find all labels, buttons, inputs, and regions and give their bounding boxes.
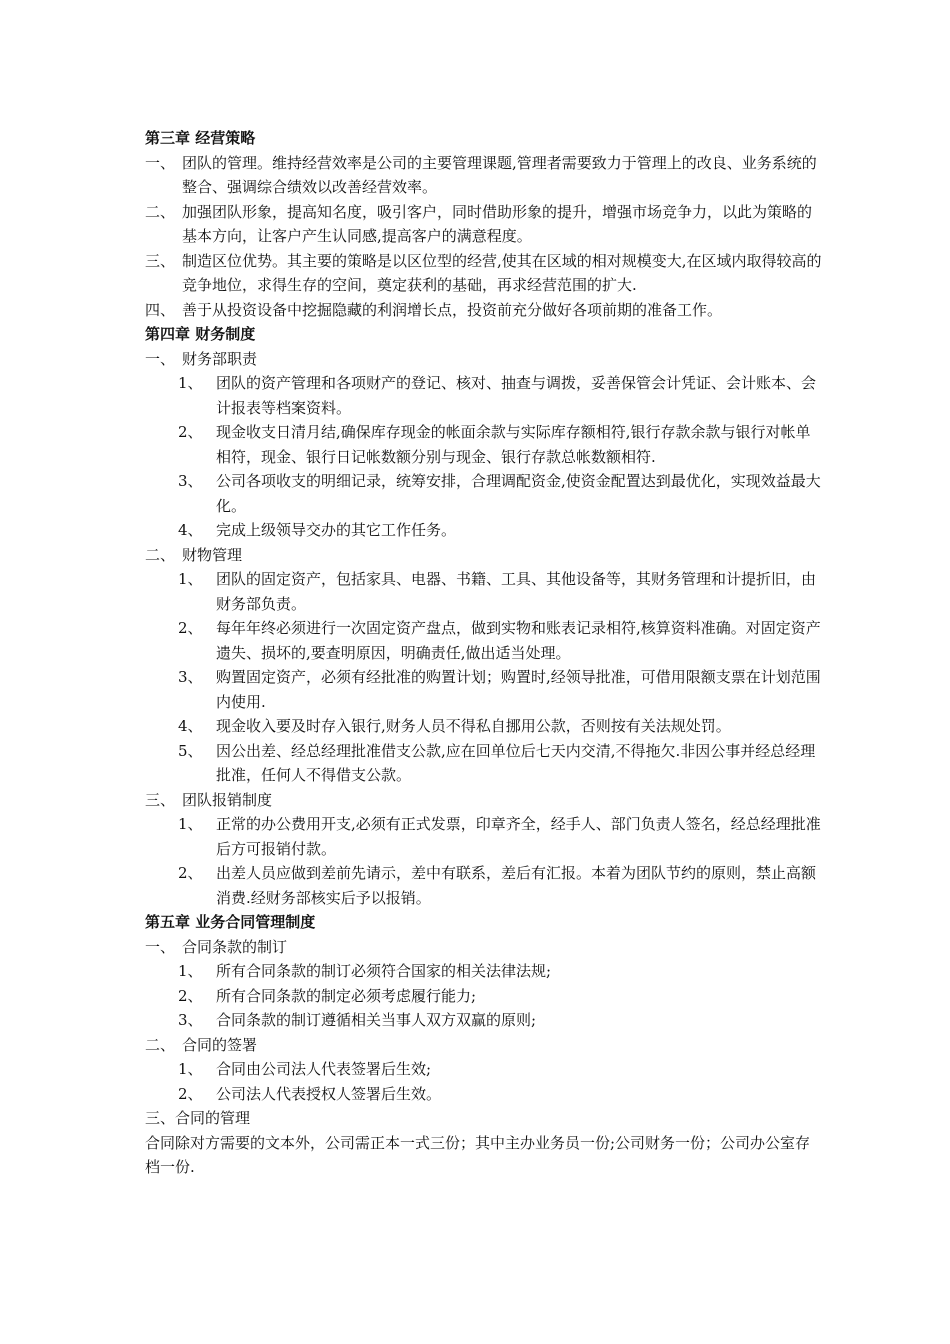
- list-item: 4、 完成上级领导交办的其它工作任务。: [178, 521, 457, 539]
- list-item: 1、 合同由公司法人代表签署后生效;: [178, 1060, 432, 1078]
- paragraph: 合同除对方需要的文本外，公司需正本一式三份；其中主办业务员一份;公司财务一份；公司办公室存档一份.: [145, 1133, 811, 1176]
- list-item: 四、 善于从投资设备中挖掘隐藏的利润增长点，投资前充分做好各项前期的准备工作。: [145, 300, 723, 319]
- list-item: 三、 制造区位优势。其主要的策略是以区位型的经营,使其在区域的相对规模变大,在区域内取得较高的竞争地位，求得生存的空间，奠定获利的基础，再求经营范围的扩大.: [145, 251, 822, 294]
- list-item: 1、 所有合同条款的制订必须符合国家的相关法律法规;: [178, 962, 552, 980]
- list-item: 2、 出差人员应做到差前先请示，差中有联系，差后有汇报。本着为团队节约的原则，禁止高额消费.经财务部核实后予以报销。: [178, 864, 817, 907]
- chapter-3-title: 第三章 经营策略: [145, 129, 256, 147]
- list-item: 3、 合同条款的制订遵循相关当事人双方双赢的原则;: [178, 1011, 537, 1029]
- list-item: 3、 公司各项收支的明细记录，统筹安排，合理调配资金,使资金配置达到最优化，实现效益最大化。: [178, 472, 821, 515]
- section-heading: 三、 团队报销制度: [145, 790, 273, 809]
- section-heading: 二、 合同的签署: [145, 1035, 258, 1054]
- list-item: 4、 现金收入要及时存入银行,财务人员不得私自挪用公款，否则按有关法规处罚。: [178, 717, 731, 735]
- list-item: 2、 所有合同条款的制定必须考虑履行能力;: [178, 986, 477, 1005]
- list-item: 2、 每年年终必须进行一次固定资产盘点，做到实物和账表记录相符,核算资料准确。对固定资产遗失、损坏的,要查明原因，明确责任,做出适当处理。: [178, 619, 821, 662]
- list-item: 一、 团队的管理。维持经营效率是公司的主要管理课题,管理者需要致力于管理上的改良、业务系统的整合、强调综合绩效以改善经营效率。: [145, 153, 817, 196]
- list-item: 二、 加强团队形象，提高知名度，吸引客户，同时借助形象的提升，增强市场竞争力，以此为策略的基本方向，让客户产生认同感,提高客户的满意程度。: [145, 202, 813, 245]
- list-item: 2、 现金收支日清月结,确保库存现金的帐面余款与实际库存额相符,银行存款余款与银行对帐单相符，现金、银行日记帐数额分别与现金、银行存款总帐数额相符.: [178, 423, 811, 466]
- list-item: 5、 因公出差、经总经理批准借支公款,应在回单位后七天内交清,不得拖欠.非因公事并经总经理批准，任何人不得借支公款。: [178, 741, 816, 784]
- list-item: 2、 公司法人代表授权人签署后生效。: [178, 1084, 442, 1103]
- chapter-5-title: 第五章 业务合同管理制度: [145, 913, 316, 931]
- list-item: 1、 正常的办公费用开支,必须有正式发票，印章齐全，经手人、部门负责人签名，经总经理批准后方可报销付款。: [178, 815, 821, 858]
- list-item: 3、 购置固定资产，必须有经批准的购置计划；购置时,经领导批准，可借用限额支票在计划范围内使用.: [178, 668, 821, 711]
- document-page: [145, 126, 825, 1180]
- section-heading: 一、 合同条款的制订: [145, 937, 288, 956]
- chapter-4-title: 第四章 财务制度: [145, 325, 256, 343]
- list-item: 1、 团队的资产管理和各项财产的登记、核对、抽查与调拨，妥善保管会计凭证、会计账本、会计报表等档案资料。: [178, 374, 817, 417]
- section-heading: 二、 财物管理: [145, 545, 243, 564]
- section-heading: 一、 财务部职责: [145, 349, 258, 368]
- list-item: 1、 团队的固定资产，包括家具、电器、书籍、工具、其他设备等，其财务管理和计提折旧，由财务部负责。: [178, 570, 817, 613]
- section-heading: 三、合同的管理: [145, 1109, 251, 1127]
